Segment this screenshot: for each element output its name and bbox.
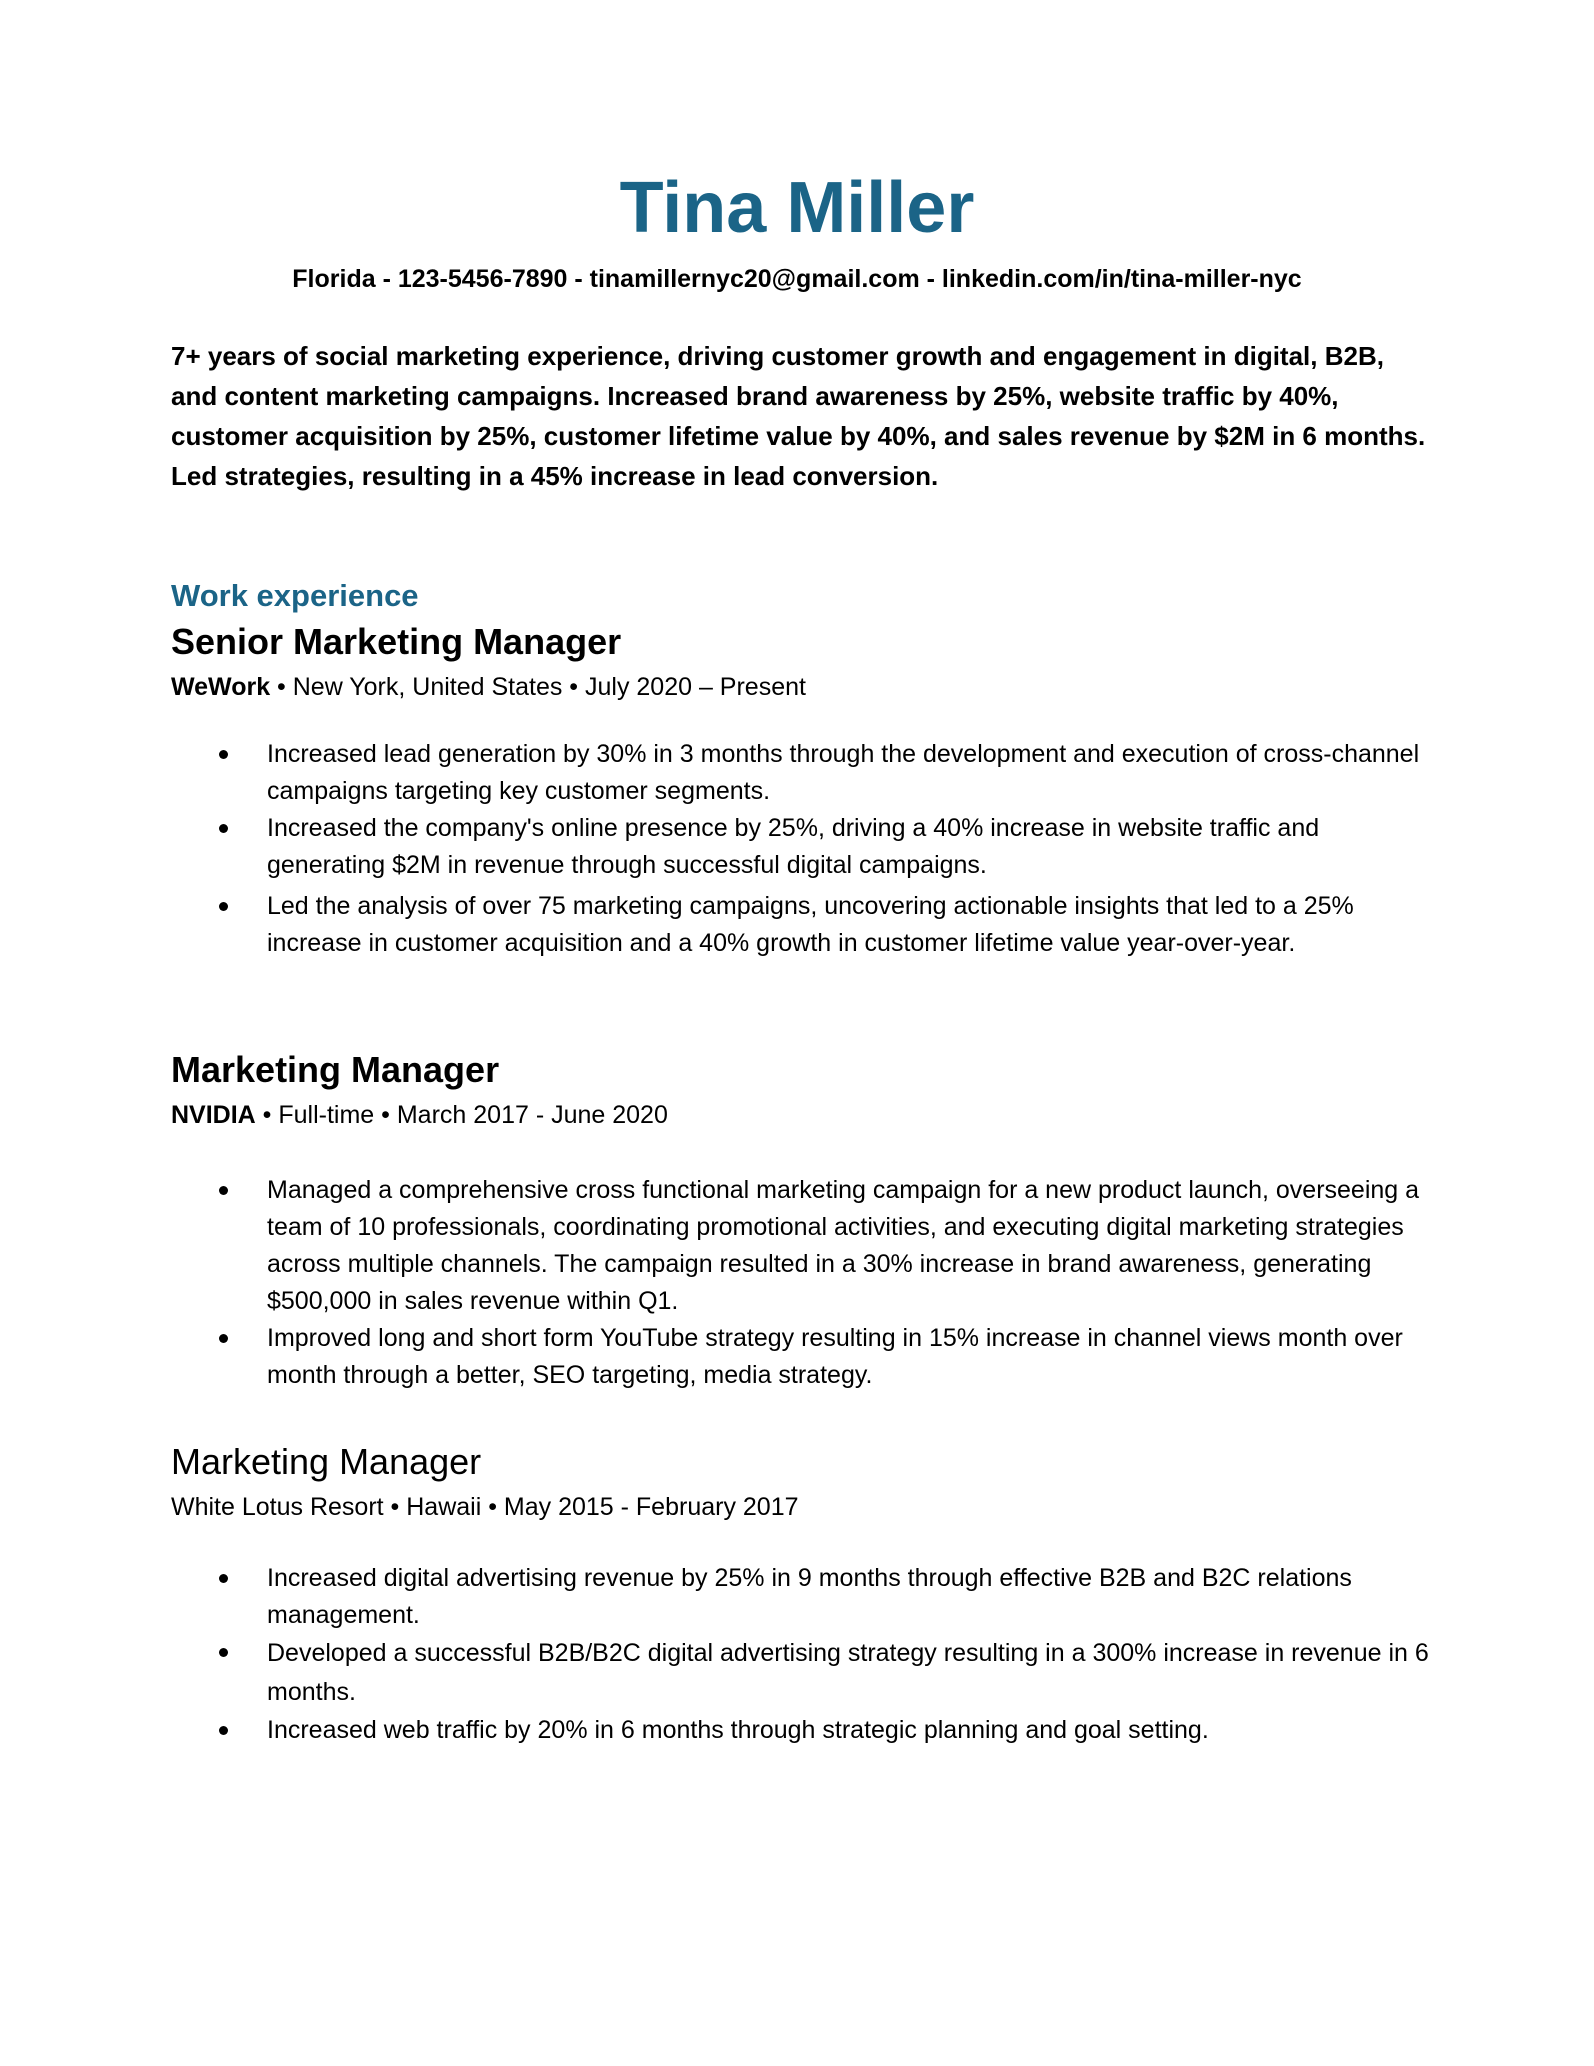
- bullet-item: [171, 1320, 1431, 1394]
- job-meta: [171, 670, 1431, 704]
- bullet-item: [171, 1560, 1431, 1634]
- bullet-dot-icon: [219, 1334, 228, 1343]
- bullet-text: Led the analysis of over 75 marketing campaigns, uncovering actionable insights that led to a 25% increase in customer acquisition and a 40% growth in customer lifetime value year-over-year.: [267, 892, 1354, 957]
- bullet-text: Increased web traffic by 20% in 6 months through strategic planning and goal setting.: [267, 1716, 1209, 1744]
- bullet-text: Increased digital advertising revenue by 25% in 9 months through effective B2B and B2C relations management.: [267, 1564, 1352, 1629]
- job-entry: [171, 1440, 1431, 1749]
- bullet-dot-icon: [219, 1574, 228, 1583]
- contact-info: Florida - 123-5456-7890 - tinamillernyc20@gmail.com - linkedin.com/in/tina-miller-nyc: [292, 265, 1302, 293]
- bullet-dot-icon: [219, 1726, 228, 1735]
- bullet-text: Managed a comprehensive cross functional marketing campaign for a new product launch, overseeing a team of 10 professionals, coordinating promotional activities, and executing digital marketing strategies across multiple channels. The campaign resulted in a 30% increase in brand awareness, generating $500,000 in sales revenue within Q1.: [267, 1176, 1420, 1315]
- job-title: Marketing Manager: [171, 1441, 482, 1482]
- job-details: • Hawaii • May 2015 - February 2017: [383, 1493, 799, 1521]
- bullet-dot-icon: [219, 1648, 228, 1657]
- bullet-item: [171, 1634, 1431, 1712]
- job-title: Senior Marketing Manager: [171, 621, 622, 662]
- bullet-text: Increased the company's online presence by 25%, driving a 40% increase in website traffic and generating $2M in revenue through successful digital campaigns.: [267, 814, 1320, 879]
- company-name: WeWork: [171, 673, 271, 701]
- bullet-item: [171, 1712, 1431, 1749]
- job-bullets: [171, 736, 1431, 962]
- company-name: White Lotus Resort: [171, 1493, 384, 1521]
- job-meta: [171, 1490, 1431, 1524]
- job-meta: [171, 1098, 1431, 1132]
- job-details: • Full-time • March 2017 - June 2020: [255, 1101, 668, 1129]
- bullet-item: [171, 736, 1431, 810]
- bullet-item: [171, 1172, 1431, 1320]
- company-name: NVIDIA: [171, 1101, 256, 1129]
- job-title: Marketing Manager: [171, 1049, 500, 1090]
- job-bullets: [171, 1172, 1431, 1394]
- bullet-dot-icon: [219, 902, 228, 911]
- section-title-work-experience: Work experience: [171, 578, 419, 613]
- bullet-item: [171, 810, 1431, 884]
- job-entry: [171, 620, 1431, 962]
- job-entry: [171, 1048, 1431, 1394]
- bullet-item: [171, 888, 1431, 962]
- bullet-dot-icon: [219, 824, 228, 833]
- bullet-dot-icon: [219, 1186, 228, 1195]
- bullet-text: Increased lead generation by 30% in 3 months through the development and execution of cross-channel campaigns targeting key customer segments.: [267, 740, 1420, 805]
- bullet-dot-icon: [219, 750, 228, 759]
- job-details: • New York, United States • July 2020 – Present: [270, 673, 806, 701]
- job-bullets: [171, 1560, 1431, 1749]
- bullet-text: Improved long and short form YouTube strategy resulting in 15% increase in channel views month over month through a better, SEO targeting, media strategy.: [267, 1324, 1403, 1389]
- professional-summary: 7+ years of social marketing experience, driving customer growth and engagement in digital, B2B, and content marketing campaigns. Increased brand awareness by 25%, website traffic by 40%, customer acquisition by 25%, customer lifetime value by 40%, and sales revenue by $2M in 6 months. Led strategies, resulting in a 45% increase in lead conversion.: [171, 341, 1426, 491]
- bullet-text: Developed a successful B2B/B2C digital advertising strategy resulting in a 300% increase in revenue in 6 months.: [267, 1639, 1429, 1706]
- candidate-name: Tina Miller: [619, 168, 975, 248]
